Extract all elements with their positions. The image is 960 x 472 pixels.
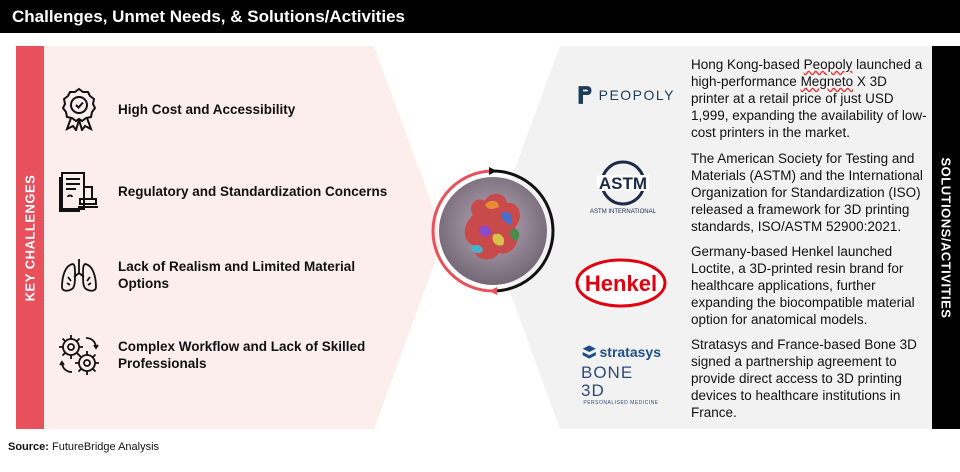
astm-logo	[582, 155, 664, 219]
peopoly-mark-icon	[575, 83, 595, 107]
megneto-word: Megneto	[800, 74, 854, 89]
challenge-item	[56, 332, 408, 378]
astm-logo-text: ASTM	[598, 174, 648, 193]
stratasys-logo-text: stratasys	[599, 344, 661, 360]
award-badge-icon	[56, 86, 102, 132]
document-stamp-icon	[56, 168, 102, 214]
astm-logo-subtext: ASTM INTERNATIONAL	[590, 209, 656, 215]
challenge-label: Complex Workflow and Lack of Skilled Professionals	[118, 339, 366, 371]
solution-text: Stratasys and France-based Bone 3D signed a partnership agreement to provide direct access to 3D printing devices to healthcare institutions in France.	[691, 337, 917, 420]
key-challenges-band	[16, 46, 44, 429]
henkel-logo	[575, 258, 667, 308]
gears-icon	[56, 332, 102, 378]
stratasys-mark-icon	[581, 342, 598, 362]
peopoly-word: Peopoly	[803, 57, 853, 72]
solution-text: The American Society for Testing and Materials (ASTM) and the International Organization for Standardization (ISO) released a framework for 3D printing standards, ISO/ASTM 52900:2021.	[691, 151, 923, 234]
henkel-logo-text: Henkel	[584, 271, 658, 296]
challenge-item	[56, 168, 408, 214]
challenge-label: Regulatory and Standardization Concerns	[118, 183, 388, 199]
challenge-item	[56, 86, 408, 132]
bone3d-logo	[581, 363, 661, 406]
challenge-label: Lack of Realism and Limited Material Options	[118, 259, 356, 291]
peopoly-logo	[575, 82, 675, 108]
challenge-label: High Cost and Accessibility	[118, 101, 296, 117]
bone3d-logo-subtext: PERSONALISED MEDICINE	[583, 400, 659, 406]
anatomical-model-image	[427, 165, 559, 297]
solutions-band	[932, 46, 960, 429]
key-challenges-label: KEY CHALLENGES	[22, 174, 38, 301]
astm-mark-icon	[594, 159, 652, 207]
lungs-icon	[56, 252, 102, 298]
stratasys-logo	[581, 341, 661, 363]
solutions-label: SOLUTIONS/ACTIVITIES	[938, 157, 954, 318]
solution-text: Hong Kong-based Peopoly launched a high-performance Megneto X 3D printer at a retail price of just USD 1,999, expanding the availability of low-cost printers in the market.	[691, 57, 927, 140]
solution-text: Germany-based Henkel launched Loctite, a 3D-printed resin brand for healthcare applications, further expanding the biocompatible material option for anatomical models.	[691, 244, 915, 327]
bone3d-logo-text: BONE 3D	[581, 363, 634, 400]
challenge-item	[56, 252, 408, 298]
source-note: Source: FutureBridge Analysis	[8, 441, 160, 453]
peopoly-logo-text: PEOPOLY	[598, 87, 675, 103]
page-title: Challenges, Unmet Needs, & Solutions/Activities	[0, 0, 960, 33]
